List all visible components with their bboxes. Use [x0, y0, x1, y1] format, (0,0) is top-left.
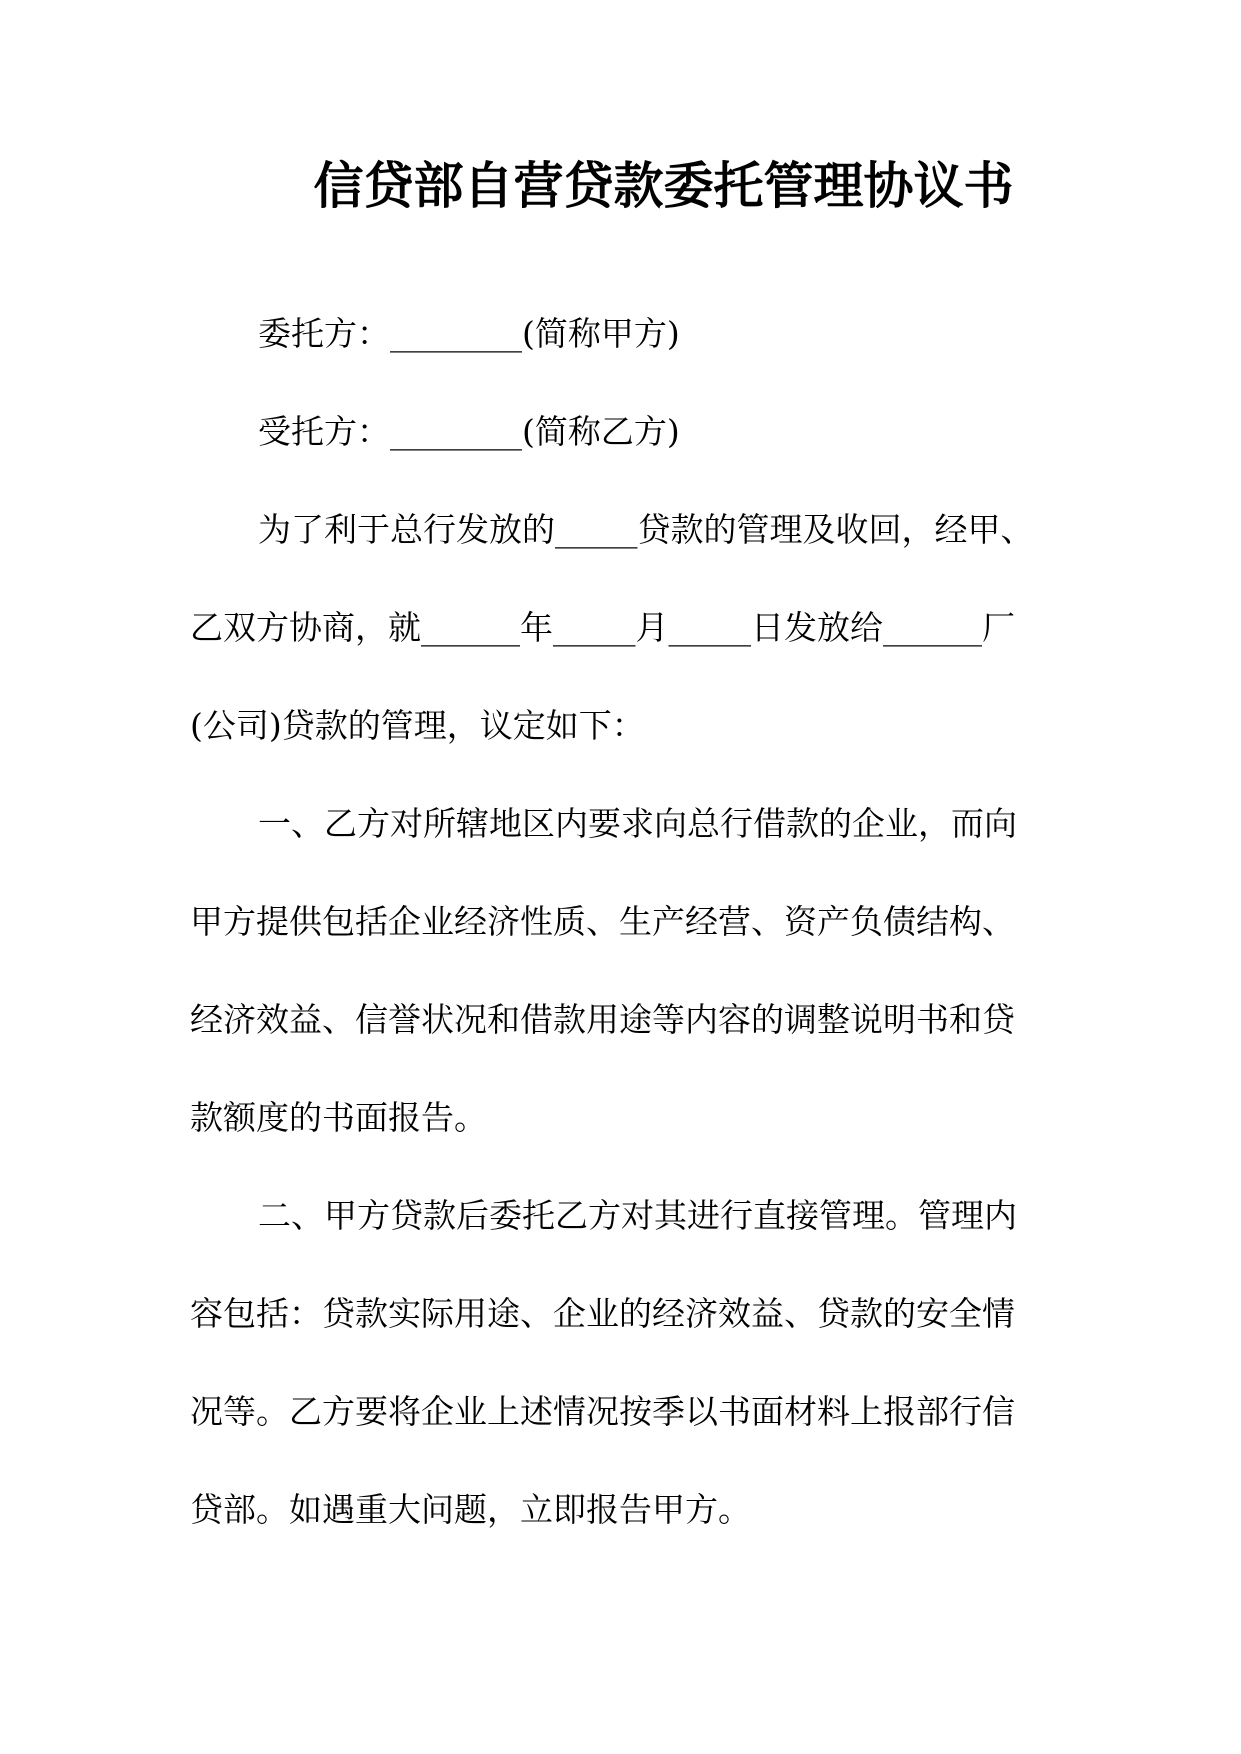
preamble-line-2: 乙双方协商，就______年_____月_____日发放给______厂 — [190, 608, 1015, 647]
clause-2-line-2: 容包括：贷款实际用途、企业的经济效益、贷款的安全情 — [190, 1294, 1015, 1333]
clause-1-line-2: 甲方提供包括企业经济性质、生产经营、资产负债结构、 — [190, 902, 1015, 941]
document-title: 信贷部自营贷款委托管理协议书 — [313, 156, 1014, 215]
preamble-line-3: (公司)贷款的管理，议定如下： — [190, 706, 645, 745]
party-b-line: 受托方：________(简称乙方) — [258, 412, 680, 451]
party-a-line: 委托方：________(简称甲方) — [258, 314, 680, 353]
clause-1-line-4: 款额度的书面报告。 — [190, 1098, 487, 1137]
clause-2-line-1: 二、甲方贷款后委托乙方对其进行直接管理。管理内 — [258, 1196, 1017, 1235]
clause-2-line-4: 贷部。如遇重大问题，立即报告甲方。 — [190, 1490, 751, 1529]
clause-2-line-3: 况等。乙方要将企业上述情况按季以书面材料上报部行信 — [190, 1392, 1015, 1431]
clause-1-line-1: 一、乙方对所辖地区内要求向总行借款的企业，而向 — [258, 804, 1017, 843]
clause-1-line-3: 经济效益、信誉状况和借款用途等内容的调整说明书和贷 — [190, 1000, 1015, 1039]
preamble-line-1: 为了利于总行发放的_____贷款的管理及收回，经甲、 — [258, 510, 1034, 549]
